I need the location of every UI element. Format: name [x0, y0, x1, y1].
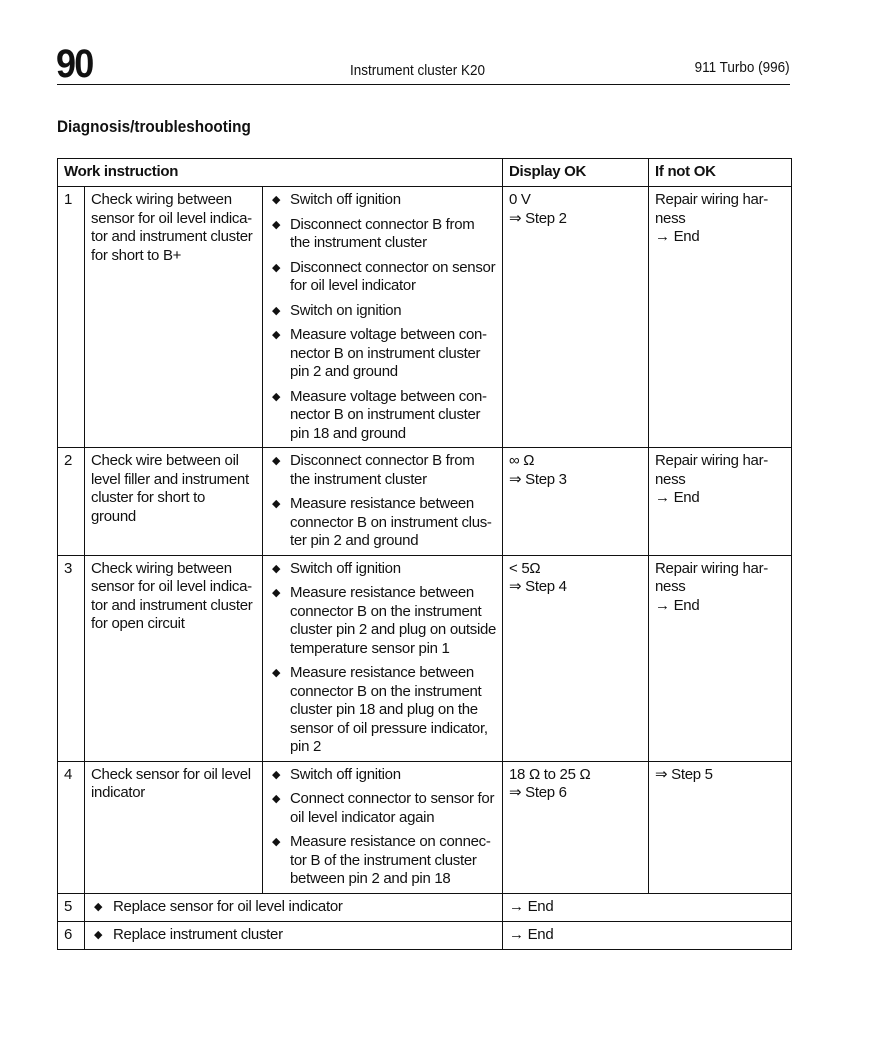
- step-description: [85, 187, 263, 448]
- step-number: 3: [58, 555, 85, 761]
- procedure-item: ◆ Switch on ignition: [272, 301, 402, 319]
- table-row: [58, 761, 792, 893]
- procedure-item: ◆ Measure resistance between connector B on instrument clus- ter pin 2 and ground: [272, 495, 492, 549]
- diamond-bullet-icon: ◆: [94, 928, 103, 941]
- diamond-bullet-icon: ◆: [272, 261, 281, 274]
- result-cell: → End: [503, 893, 792, 921]
- diamond-bullet-icon: ◆: [272, 793, 281, 805]
- if-not-ok-cell: [649, 761, 792, 893]
- diagnosis-table: [57, 158, 792, 950]
- display-ok-cell: [503, 187, 649, 448]
- procedure-item: ◆ Disconnect connector B from the instrument cluster: [272, 452, 475, 488]
- next-step-link: ⇒ Step 4: [509, 578, 567, 595]
- table-row: [58, 187, 792, 448]
- table-row: [58, 555, 792, 761]
- step-procedure: [263, 187, 503, 448]
- page-number: 90: [56, 42, 93, 86]
- expected-value: 0 V: [509, 191, 531, 208]
- diamond-bullet-icon: ◆: [272, 768, 281, 781]
- table-row: [58, 448, 792, 556]
- step-procedure: ◆ Replace sensor for oil level indicator: [85, 893, 503, 921]
- expected-value: < 5Ω: [509, 559, 541, 577]
- next-step-link: ⇒ Step 6: [509, 784, 567, 801]
- step-procedure: ◆ Replace instrument cluster: [85, 921, 503, 949]
- desc-line: tor and instrument cluster: [91, 228, 253, 245]
- procedure-item: ◆ Measure voltage between con- nector B on instrument cluster pin 18 and ground: [272, 387, 487, 442]
- step-description: Check sensor for oil level indicator: [85, 761, 263, 893]
- diamond-bullet-icon: ◆: [272, 194, 281, 206]
- if-not-ok-cell: Repair wiring har- ness → End: [649, 555, 792, 761]
- result-cell: → End: [503, 921, 792, 949]
- vehicle-model: 911 Turbo (996): [694, 59, 790, 76]
- diamond-bullet-icon: ◆: [272, 304, 281, 317]
- next-step-link: → End: [655, 228, 700, 245]
- table-row: [58, 921, 792, 949]
- if-not-ok-cell: [649, 187, 792, 448]
- action-text: Repair wiring har-: [655, 191, 768, 208]
- next-step-link: → End: [655, 489, 700, 506]
- column-header-if-not-ok: If not OK: [649, 159, 792, 187]
- column-header-display-ok: Display OK: [503, 159, 649, 187]
- diamond-bullet-icon: ◆: [272, 498, 281, 510]
- chapter-title: Instrument cluster K20: [350, 62, 486, 79]
- column-header-work-instruction: Work instruction: [58, 159, 503, 187]
- diamond-bullet-icon: ◆: [272, 836, 281, 848]
- step-description: Check wire between oil level filler and instrument cluster for short to ground: [85, 448, 263, 556]
- next-step-link: → End: [655, 596, 700, 614]
- step-description: Check wiring between sensor for oil level indica- tor and instrument cluster for open circuit: [85, 555, 263, 761]
- step-number: 4: [58, 761, 85, 893]
- diamond-bullet-icon: ◆: [272, 587, 281, 599]
- step-procedure: [263, 555, 503, 761]
- header-divider: [57, 84, 790, 85]
- procedure-item: ◆ Switch off ignition: [272, 559, 401, 577]
- display-ok-cell: [503, 555, 649, 761]
- procedure-item: ◆ Connect connector to sensor for oil level indicator again: [272, 790, 495, 826]
- procedure-item: ◆ Switch off ignition: [272, 191, 401, 208]
- procedure-item: ◆ Measure voltage between con- nector B on instrument cluster pin 2 and ground: [272, 326, 487, 380]
- diamond-bullet-icon: ◆: [272, 329, 281, 341]
- expected-value: 18 Ω to 25 Ω: [509, 765, 591, 783]
- if-not-ok-cell: Repair wiring har- ness → End: [649, 448, 792, 556]
- step-number: 5: [58, 893, 85, 921]
- diamond-bullet-icon: ◆: [272, 455, 281, 467]
- procedure-item: ◆ Switch off ignition: [272, 765, 401, 783]
- diamond-bullet-icon: ◆: [272, 390, 281, 403]
- procedure-item: ◆ Measure resistance between connector B on the instrument cluster pin 18 and plug on the sensor of oil pressure indicator, pin 2: [272, 664, 488, 755]
- procedure-item: ◆ Measure resistance on connec- tor B of the instrument cluster between pin 2 and pin 18: [272, 833, 491, 887]
- table-header-row: [58, 159, 792, 187]
- next-step-link: ⇒ Step 2: [509, 209, 567, 227]
- display-ok-cell: [503, 448, 649, 556]
- display-ok-cell: [503, 761, 649, 893]
- procedure-item: ◆ Disconnect connector on sensor for oil level indicator: [272, 258, 496, 294]
- desc-line: sensor for oil level indica-: [91, 209, 252, 227]
- step-procedure: [263, 761, 503, 893]
- diamond-bullet-icon: ◆: [94, 900, 103, 913]
- step-procedure: [263, 448, 503, 556]
- desc-line: Check wiring between: [91, 191, 232, 208]
- diamond-bullet-icon: ◆: [272, 218, 281, 231]
- procedure-item: ◆ Disconnect connector B from the instrument cluster: [272, 215, 475, 251]
- table-row: [58, 893, 792, 921]
- desc-line: for short to B+: [91, 246, 182, 264]
- action-text: ness: [655, 209, 686, 227]
- step-number: 6: [58, 921, 85, 949]
- step-number: 1: [58, 187, 85, 448]
- diamond-bullet-icon: ◆: [272, 562, 281, 575]
- next-step-link: ⇒ Step 3: [509, 470, 567, 488]
- step-number: 2: [58, 448, 85, 556]
- section-title: Diagnosis/troubleshooting: [57, 117, 251, 136]
- diamond-bullet-icon: ◆: [272, 667, 281, 679]
- procedure-item: ◆ Measure resistance between connector B on the instrument cluster pin 2 and plug on outside temperature sensor pin 1: [272, 584, 497, 657]
- expected-value: ∞ Ω: [509, 452, 535, 469]
- next-step-link: ⇒ Step 5: [655, 765, 713, 783]
